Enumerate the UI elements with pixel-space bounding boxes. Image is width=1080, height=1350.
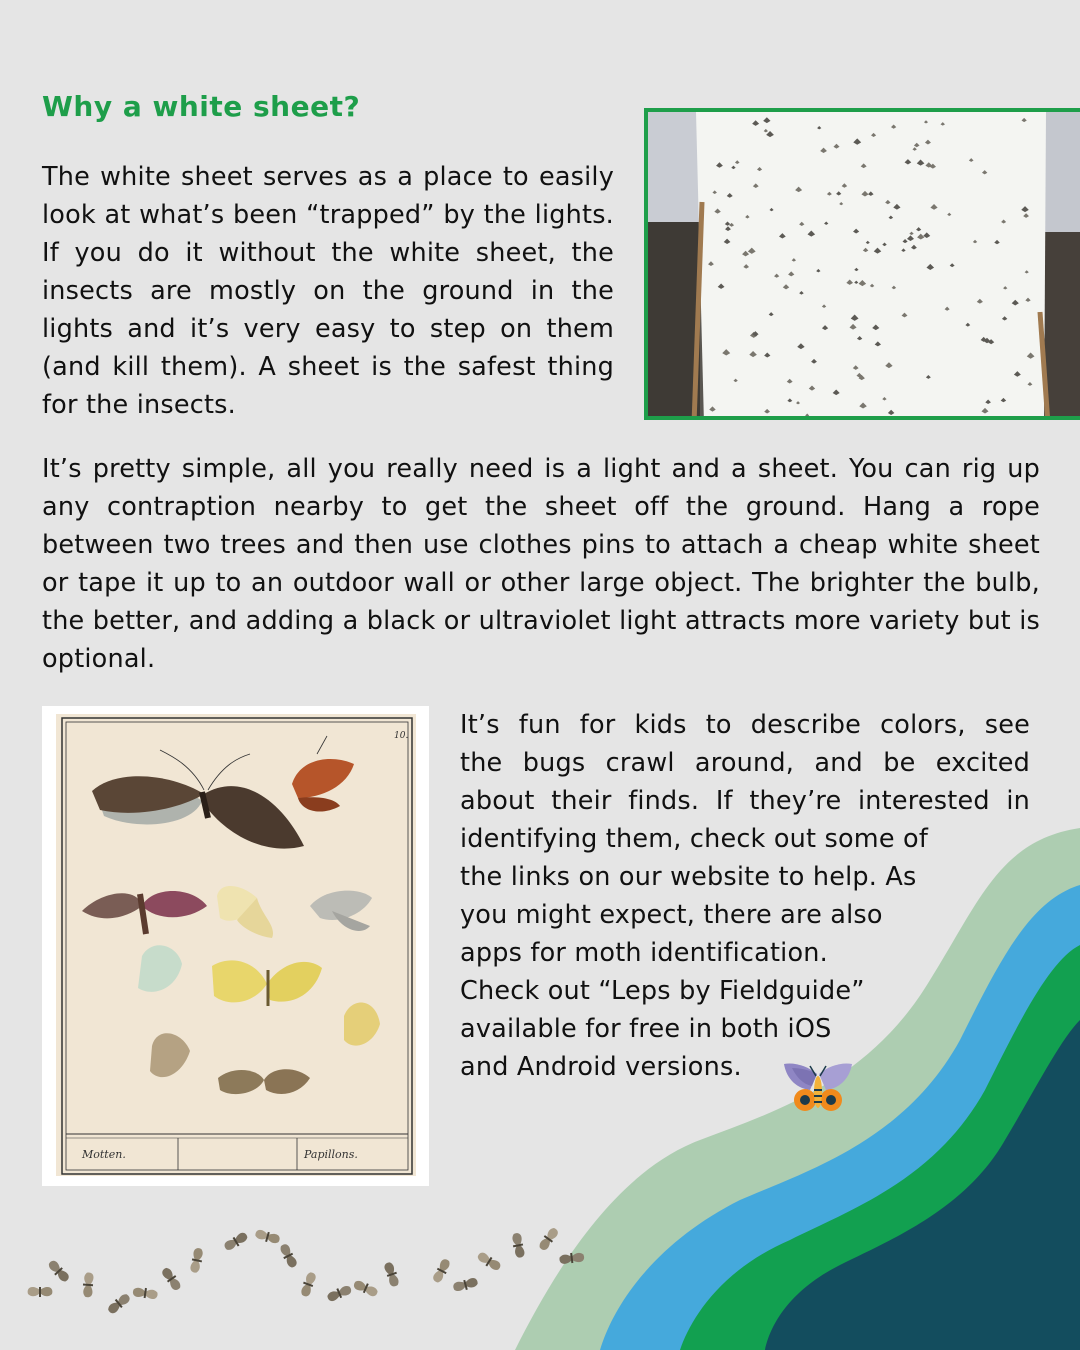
paragraph-kids-line: about their finds. If they’re interested in [460,786,1030,816]
paragraph-kids-line: you might expect, there are also [460,900,883,930]
moth-illustration-plate [42,706,429,1186]
border-moth-icon [559,1252,585,1265]
moth-icon [780,1060,856,1116]
border-moth-icon [511,1232,526,1258]
paragraph-kids-line: and Android versions. [460,1052,742,1082]
paragraph-white-sheet: The white sheet serves as a place to easily look at what’s been “trapped” by the lights. If you do it without the white sheet, the insects are mostly on the ground in the lights and it’s very easy to step on them (and kill them). A sheet is the safest thing for the insects. [42,162,614,420]
paragraph-kids [460,706,1030,1086]
border-moth-icon [326,1284,353,1303]
border-moth-icon [537,1226,560,1252]
moth-border-decoration [20,1215,590,1335]
border-moth-icon [82,1272,94,1297]
plate-drawing [42,706,429,1186]
border-moth-icon [476,1251,502,1273]
border-moth-icon [432,1258,452,1285]
paragraph-kids-line: It’s fun for kids to describe colors, see [460,710,1030,740]
plate-page-number: 10. [394,731,409,741]
border-moth-icon [254,1229,281,1245]
sheet-photo-drawing [648,112,1080,420]
paragraph-setup: It’s pretty simple, all you really need is a light and a sheet. You can rig up any contraption nearby to get the sheet off the ground. Hang a rope between two trees and then use clothes pins to attach a cheap white sheet or tape it up to an outdoor wall or other large object. The brighter the bulb, the better, and adding a black or ultraviolet light attracts more variety but is optional. [42,454,1040,674]
white-sheet-photo [644,108,1080,420]
section-heading: Why a white sheet? [42,90,361,123]
border-moth-icon [28,1287,53,1297]
paragraph-kids-line: the links on our website to help. As [460,862,917,892]
border-moth-icon [223,1231,249,1252]
plate-caption-right: Papillons. [304,1148,358,1161]
border-moth-icon [352,1279,379,1298]
paragraph-kids-line: the bugs crawl around, and be excited [460,748,1030,778]
paragraph-kids-line: apps for moth identification. [460,938,828,968]
border-moth-icon [452,1277,479,1293]
plate-caption-left: Motten. [82,1148,126,1161]
border-moth-icon [383,1261,401,1288]
paragraph-kids-line: identifying them, check out some of [460,824,928,854]
border-moth-icon [132,1286,158,1299]
border-moth-icon [299,1271,317,1298]
border-moth-icon [46,1259,70,1284]
border-moth-icon [189,1247,204,1273]
paragraph-kids-line: Check out “Leps by Fieldguide” [460,976,865,1006]
border-moth-icon [106,1292,132,1315]
paragraph-kids-line: available for free in both iOS [460,1014,832,1044]
border-moth-icon [278,1243,298,1270]
border-moth-icon [160,1266,182,1292]
